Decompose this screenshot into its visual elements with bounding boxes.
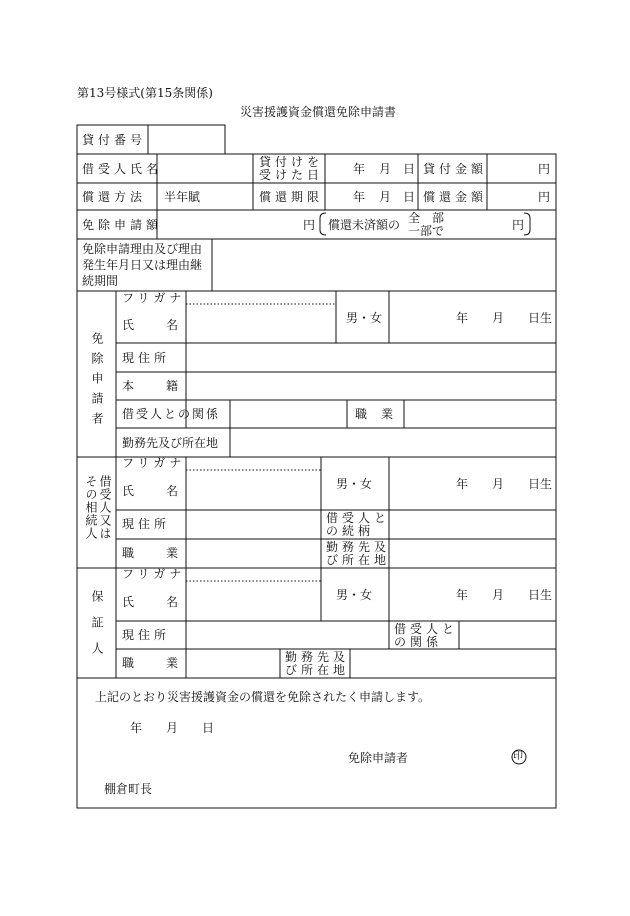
loan-amount-yen: 円 bbox=[538, 162, 551, 176]
applicant-section-label: 免除申請者 bbox=[90, 332, 104, 432]
heir-address-label: 現住所 bbox=[122, 517, 171, 531]
applicant-name-label: 氏名 bbox=[122, 318, 211, 332]
heir-name-label: 氏名 bbox=[122, 484, 211, 498]
guarantor-occupation-label: 職業 bbox=[122, 656, 211, 670]
reason-label-1: 免除申請理由及び理由 bbox=[82, 242, 203, 256]
unpaid-label: 償還未済額の bbox=[328, 218, 401, 232]
repayment-amount-yen: 円 bbox=[538, 190, 551, 204]
applicant-domicile-label: 本籍 bbox=[122, 379, 211, 393]
declaration-date: 年 月 日 bbox=[130, 721, 215, 735]
guarantor-relation-label-2: の関係 bbox=[394, 635, 443, 649]
applicant-gender[interactable]: 男・女 bbox=[346, 311, 383, 325]
deadline-month: 月 bbox=[379, 190, 392, 204]
partial-option[interactable]: 一部で bbox=[408, 224, 445, 238]
declaration-applicant-label: 免除申請者 bbox=[348, 751, 409, 765]
guarantor-workplace-label-2: び所在地 bbox=[285, 663, 350, 677]
deadline-day: 日 bbox=[403, 190, 416, 204]
loan-date-label-1: 貸付けを bbox=[259, 155, 324, 169]
applicant-relation-label: 借受人との関係 bbox=[122, 407, 221, 421]
loan-date-month: 月 bbox=[379, 162, 392, 176]
guarantor-workplace-label-1: 勤務先及 bbox=[285, 650, 350, 664]
loan-date-day: 日 bbox=[403, 162, 416, 176]
applicant-birthdate: 年 月 日生 bbox=[456, 311, 553, 325]
applicant-occupation-label: 職業 bbox=[355, 407, 408, 421]
repayment-deadline-label: 償還期限 bbox=[259, 190, 324, 204]
loan-number-label: 貸付番号 bbox=[82, 133, 147, 147]
reason-label-2: 発生年月日又は理由継 bbox=[82, 258, 203, 272]
addressee: 棚倉町長 bbox=[104, 782, 153, 796]
loan-number-field[interactable] bbox=[152, 133, 220, 147]
applicant-address-label: 現住所 bbox=[122, 351, 171, 365]
deadline-year: 年 bbox=[353, 190, 366, 204]
guarantor-address-label: 現住所 bbox=[122, 628, 171, 642]
exemption-amount-yen: 円 bbox=[303, 218, 316, 232]
guarantor-section-label: 保証人 bbox=[90, 590, 104, 668]
loan-amount-label: 貸付金額 bbox=[423, 162, 488, 176]
heir-occupation-label: 職業 bbox=[122, 546, 211, 560]
borrower-name-label: 借受人氏名 bbox=[82, 162, 163, 176]
declaration-statement: 上記のとおり災害援護資金の償還を免除されたく申請します。 bbox=[95, 690, 431, 704]
unpaid-yen: 円 bbox=[512, 218, 525, 232]
guarantor-name-label: 氏名 bbox=[122, 595, 211, 609]
repayment-method-value: 半年賦 bbox=[164, 190, 201, 204]
borrower-name-field[interactable] bbox=[161, 162, 249, 176]
exemption-amount-label: 免除申請額 bbox=[82, 218, 163, 232]
loan-date-label-2: 受けた日 bbox=[259, 168, 324, 182]
heir-furigana-label: フリガナ bbox=[122, 456, 186, 470]
applicant-furigana-label: フリガナ bbox=[122, 291, 186, 305]
heir-relation-label-2: の続柄 bbox=[326, 524, 375, 538]
heir-workplace-label-2: び所在地 bbox=[326, 553, 391, 567]
applicant-workplace-label: 勤務先及び所在地 bbox=[122, 436, 219, 450]
reason-label-3: 続期間 bbox=[82, 274, 119, 288]
heir-workplace-label-1: 勤務先及 bbox=[326, 540, 391, 554]
heir-section-label-1: 借受人又は bbox=[98, 475, 112, 540]
form-number: 第13号様式(第15条関係) bbox=[77, 86, 213, 100]
all-option[interactable]: 全 部 bbox=[408, 211, 445, 225]
repayment-method-label: 償還方法 bbox=[82, 190, 147, 204]
seal-mark: 印 bbox=[513, 751, 523, 762]
guarantor-birthdate: 年 月 日生 bbox=[456, 588, 553, 602]
loan-date-year: 年 bbox=[353, 162, 366, 176]
guarantor-gender[interactable]: 男・女 bbox=[336, 588, 373, 602]
heir-gender[interactable]: 男・女 bbox=[336, 477, 373, 491]
heir-birthdate: 年 月 日生 bbox=[456, 477, 553, 491]
heir-relation-label-1: 借受人と bbox=[326, 511, 391, 525]
heir-section-label-2: その相続人 bbox=[84, 475, 98, 540]
repayment-amount-label: 償還金額 bbox=[423, 190, 488, 204]
form-title: 災害援護資金償還免除申請書 bbox=[240, 105, 397, 119]
guarantor-furigana-label: フリガナ bbox=[122, 567, 186, 581]
guarantor-relation-label-1: 借受人と bbox=[394, 622, 459, 636]
